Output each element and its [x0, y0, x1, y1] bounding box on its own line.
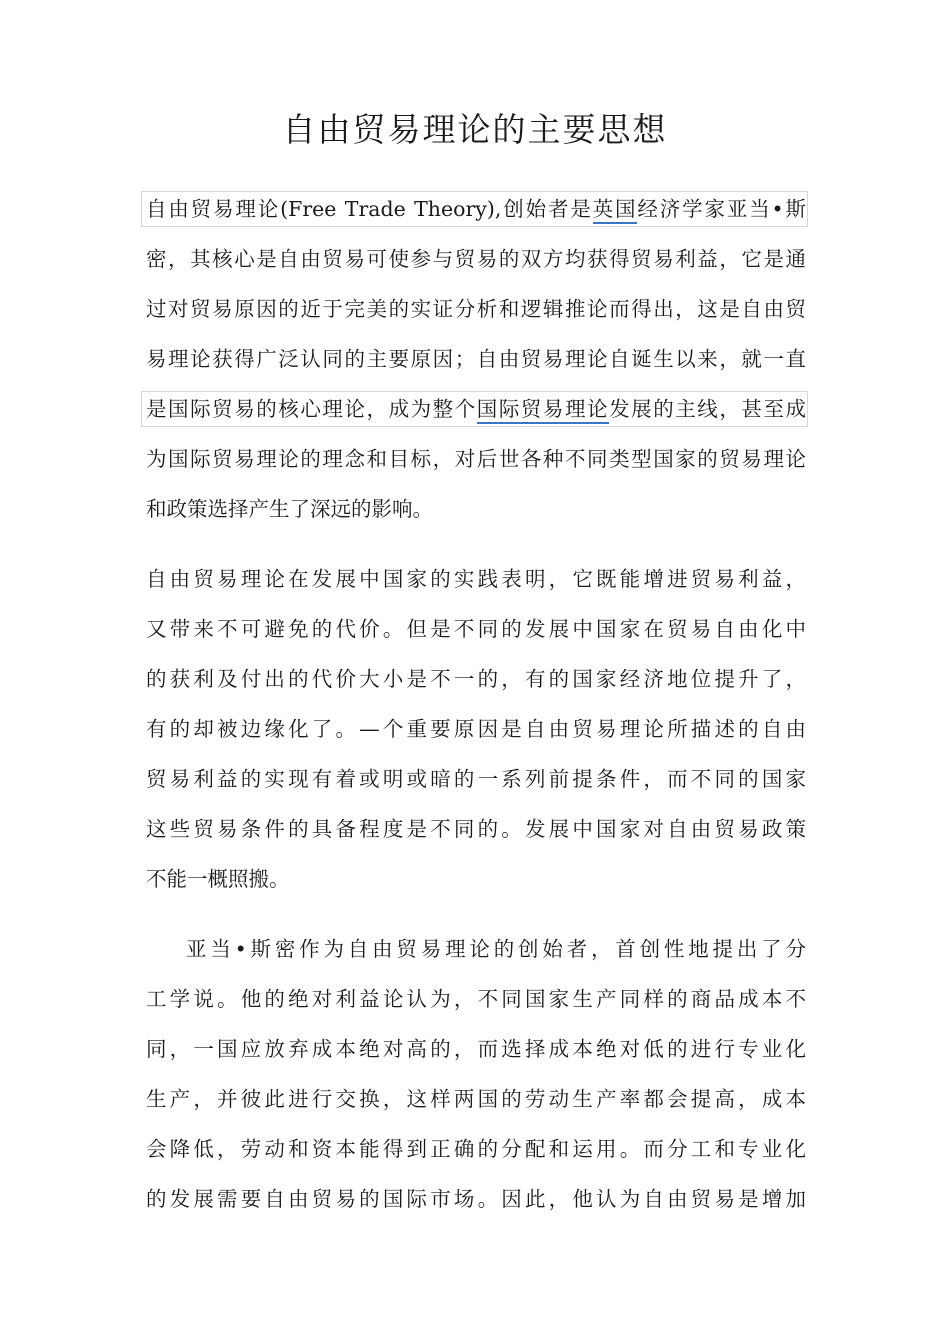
paragraph-line: 亚当•斯密作为自由贸易理论的创始者，首创性地提出了分	[186, 937, 806, 961]
paragraph-line: 这些贸易条件的具备程度是不同的。发展中国家对自由贸易政策	[146, 817, 806, 841]
line-text: 发展的主线，甚至成	[609, 397, 807, 421]
line-text: 自由贸易理论(Free Trade Theory),创始者是	[146, 197, 593, 221]
paragraph-line: 有的却被边缘化了。—个重要原因是自由贸易理论所描述的自由	[146, 717, 806, 741]
paragraph-line: 为国际贸易理论的理念和目标，对后世各种不同类型国家的贸易理论	[146, 447, 806, 471]
link-england[interactable]: 英国	[593, 197, 638, 224]
line-text: 是国际贸易的核心理论，成为整个	[146, 397, 477, 421]
link-international-trade-theory[interactable]: 国际贸易理论	[477, 397, 609, 424]
paragraph-line: 的获利及付出的代价大小是不一的，有的国家经济地位提升了，	[146, 667, 806, 691]
paragraph-line	[146, 194, 806, 224]
paragraph-line	[146, 394, 806, 424]
paragraph-line: 不能一概照搬。	[146, 867, 290, 891]
paragraph-line: 同，一国应放弃成本绝对高的，而选择成本绝对低的进行专业化	[146, 1037, 806, 1061]
paragraph-line: 的发展需要自由贸易的国际市场。因此，他认为自由贸易是增加	[146, 1187, 806, 1211]
paragraph-line: 贸易利益的实现有着或明或暗的一系列前提条件，而不同的国家	[146, 767, 806, 791]
paragraph-line: 生产，并彼此进行交换，这样两国的劳动生产率都会提高，成本	[146, 1087, 806, 1111]
line-text: 经济学家亚当•斯	[637, 197, 807, 221]
paragraph-line: 会降低，劳动和资本能得到正确的分配和运用。而分工和专业化	[146, 1137, 806, 1161]
paragraph-line: 和政策选择产生了深远的影响。	[146, 497, 433, 521]
paragraph-line: 易理论获得广泛认同的主要原因；自由贸易理论自诞生以来，就一直	[146, 347, 806, 371]
paragraph-line: 自由贸易理论在发展中国家的实践表明，它既能增进贸易利益，	[146, 567, 806, 591]
paragraph-line: 密，其核心是自由贸易可使参与贸易的双方均获得贸易利益，它是通	[146, 247, 806, 271]
page-title: 自由贸易理论的主要思想	[282, 110, 668, 149]
paragraph-line: 又带来不可避免的代价。但是不同的发展中国家在贸易自由化中	[146, 617, 806, 641]
paragraph-line: 过对贸易原因的近于完美的实证分析和逻辑推论而得出，这是自由贸	[146, 297, 806, 321]
paragraph-line: 工学说。他的绝对利益论认为，不同国家生产同样的商品成本不	[146, 987, 806, 1011]
